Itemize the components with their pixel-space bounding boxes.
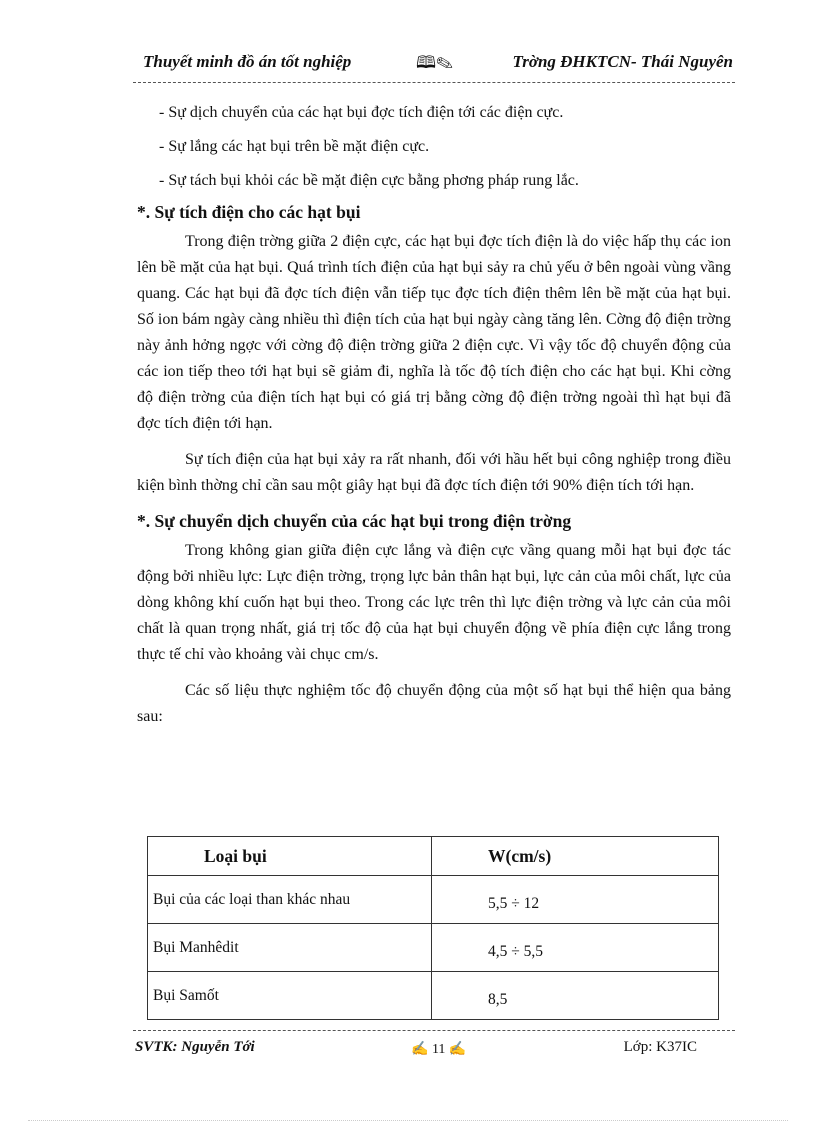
table-row [148,972,719,1020]
footer-class: Lớp: K37IC [623,1039,697,1055]
bullet-item: - Sự dịch chuyển của các hạt bụi đợc tích điện tới các điện cực. [159,104,564,121]
footer-student-name: SVTK: Nguyễn Tới [135,1039,255,1055]
dust-type-cell: Bụi Samốt [148,972,432,1020]
column-header-velocity: W(cm/s) [432,837,719,876]
velocity-cell: 5,5 ÷ 12 [432,876,719,924]
page-number [411,1041,466,1058]
pen-left-icon: ✍ [411,1042,429,1057]
table-header-row [148,837,719,876]
paragraph: Sự tích điện của hạt bụi xảy ra rất nhanh, đối với hầu hết bụi công nghiệp trong điều kiện bình thờng chỉ cần sau một giây hạt bụi đã đợc tích điện tới 90% điện tích tới hạn. [137,451,731,494]
header-school-name: Trờng ĐHKTCN- Thái Nguyên [512,52,733,71]
paragraph: Trong không gian giữa điện cực lắng và điện cực vầng quang mỗi hạt bụi đợc tác động bởi nhiều lực: Lực điện trờng, trọng lực bản thân hạt bụi, lực cản của môi chất, lực của dòng không khí cuốn hạt bụi theo. Trong các lực trên thì lực điện trờng và lực cản của môi chất là quan trọng nhất, giá trị tốc độ của hạt bụi chuyển động về phía điện cực lắng trong thực tế chỉ vào khoảng vài chục cm/s. [137,542,731,663]
bullet-item: - Sự lắng các hạt bụi trên bề mặt điện cực. [159,138,430,155]
section-heading-motion: *. Sự chuyển dịch chuyển của các hạt bụi trong điện trờng [137,511,572,531]
pen-right-icon: ✍ [448,1042,467,1057]
column-header-dust-type: Loại bụi [148,837,432,876]
paragraph: Trong điện trờng giữa 2 điện cực, các hạt bụi đợc tích điện là do việc hấp thụ các ion lên bề mặt của hạt bụi. Quá trình tích điện của hạt bụi sảy ra chủ yếu ở bên ngoài vùng vầng quang. Các hạt bụi đã đợc tích điện vẫn tiếp tục đợc tích điện thêm lên bề mặt của hạt bụi. Số ion bám ngày càng nhiều thì điện tích của hạt bụi ngày càng tăng lên. Cờng độ điện trờng này ảnh hởng ngợc với cờng độ điện trờng giữa 2 điện cực. Vì vậy tốc độ chuyển động của các ion tiếp theo tới hạt bụi sẽ giảm đi, nghĩa là tốc độ tích điện cho các hạt bụi. Khi cờng độ điện trờng của điện tích hạt bụi có giá trị bằng cờng độ điện trờng ngoài thì hạt bụi đã đợc tích điện tới hạn. [137,233,731,432]
dust-velocity-table [147,836,719,1020]
velocity-cell: 8,5 [432,972,719,1020]
header-document-title: Thuyết minh đồ án tốt nghiệp [143,52,352,71]
section-heading-charging: *. Sự tích điện cho các hạt bụi [137,202,361,222]
page-footer [133,1030,735,1065]
page-bottom-rule [28,1120,788,1121]
paragraph: Các số liệu thực nghiệm tốc độ chuyển động của một số hạt bụi thể hiện qua bảng sau: [137,682,731,725]
bullet-item: - Sự tách bụi khỏi các bề mặt điện cực bằng phơng pháp rung lắc. [159,172,579,189]
velocity-cell: 4,5 ÷ 5,5 [432,924,719,972]
table-row [148,876,719,924]
dust-type-cell: Bụi của các loại than khác nhau [148,876,432,924]
page-number-value: 11 [431,1042,446,1057]
page-body [137,100,731,730]
page-header [133,42,735,83]
dust-type-cell: Bụi Manhêdit [148,924,432,972]
table-row [148,924,719,972]
book-pen-icon: 🕮✎ [416,53,454,72]
